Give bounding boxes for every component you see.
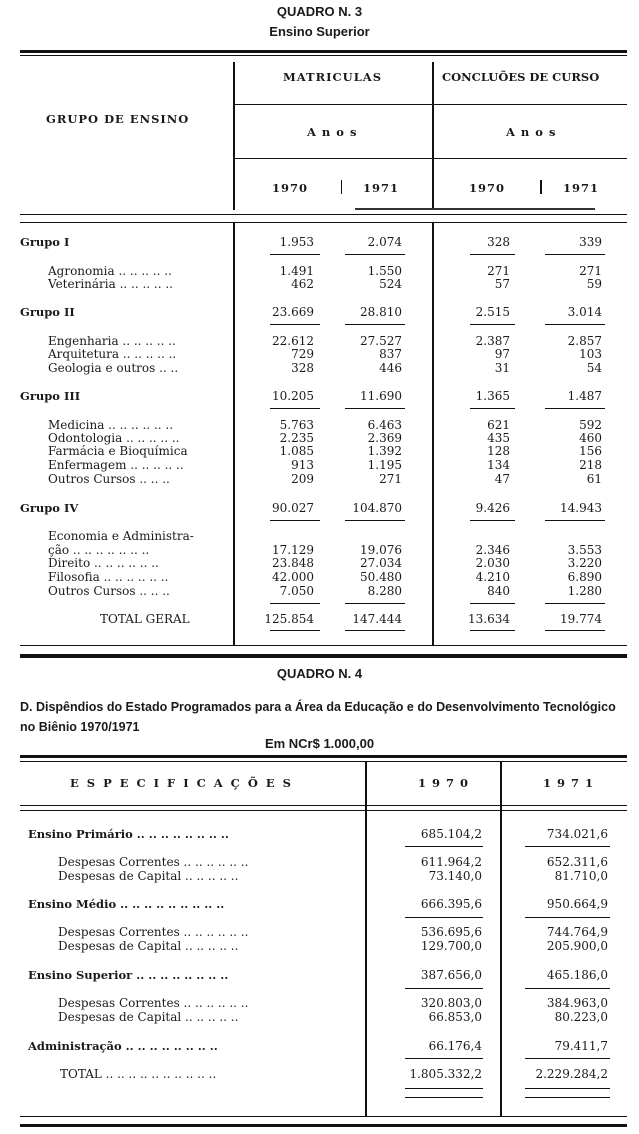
q4-subtotal-rule — [405, 846, 483, 847]
q3-cell-conclusoes-1970: 2.387 — [475, 334, 510, 348]
q4-row-label: Despesas Correntes .. .. .. .. .. .. — [58, 996, 249, 1010]
q3-subtotal-rule — [270, 254, 320, 255]
q3-cell-matriculas-1970: 729 — [291, 347, 314, 361]
q3-cell-matriculas-1971: 19.076 — [360, 543, 402, 557]
q3-year-separator-a — [341, 180, 342, 194]
q3-cell-matriculas-1970: 23.848 — [272, 556, 314, 570]
q3-cell-conclusoes-1970: 31 — [494, 361, 510, 375]
q4-subtotal-rule — [525, 1097, 610, 1098]
q3-cell-matriculas-1971: 2.369 — [367, 431, 402, 445]
q3-cell-matriculas-1971: 524 — [379, 277, 402, 291]
q4-header-spec: E S P E C I F I C A Ç Õ E S — [70, 776, 293, 790]
q4-cell-1971: 744.764,9 — [546, 925, 608, 939]
q3-subtotal-rule — [270, 408, 320, 409]
q4-subtotal-rule — [405, 988, 483, 989]
q3-header-rule-1 — [235, 104, 627, 105]
q3-header-bottom-rule — [20, 214, 627, 215]
q4-cell-1970: 387.656,0 — [420, 968, 482, 982]
q3-cell-conclusoes-1971: 1.487 — [567, 389, 602, 403]
q3-row-label: Farmácia e Bioquímica — [48, 444, 188, 458]
q3-cell-matriculas-1971: 11.690 — [360, 389, 402, 403]
q3-cell-conclusoes-1971: 6.890 — [567, 570, 602, 584]
q3-bottom-rule — [20, 645, 627, 646]
q4-cell-1970: 129.700,0 — [420, 939, 482, 953]
q3-cell-matriculas-1970: 7.050 — [279, 584, 314, 598]
q3-row-label: Outros Cursos .. .. .. — [48, 472, 170, 486]
q3-cell-matriculas-1971: 104.870 — [352, 501, 402, 515]
q3-row-label: Outros Cursos .. .. .. — [48, 584, 170, 598]
q3-subtotal-rule — [470, 408, 515, 409]
q3-row-label: Veterinária .. .. .. .. .. — [48, 277, 173, 291]
q3-subtotal-rule — [345, 324, 405, 325]
q3-cell-conclusoes-1970: 2.030 — [475, 556, 510, 570]
q3-cell-matriculas-1970: 913 — [291, 458, 314, 472]
q4-cell-1971: 465.186,0 — [546, 968, 608, 982]
q3-cell-matriculas-1971: 27.034 — [360, 556, 402, 570]
q4-top-rule-thin — [20, 761, 627, 762]
q3-cell-matriculas-1970: 1.085 — [279, 444, 314, 458]
q3-subtotal-rule — [270, 520, 320, 521]
q3-header-group: GRUPO DE ENSINO — [46, 112, 190, 126]
q4-subtotal-rule — [405, 1088, 483, 1089]
q3-cell-conclusoes-1971: 460 — [579, 431, 602, 445]
q3-cell-conclusoes-1970: 435 — [487, 431, 510, 445]
q3-cell-conclusoes-1971: 14.943 — [560, 501, 602, 515]
q3-header-1970-b: 1970 — [469, 181, 506, 195]
q3-cell-matriculas-1970: 22.612 — [272, 334, 314, 348]
q4-row-label: Despesas Correntes .. .. .. .. .. .. — [58, 925, 249, 939]
q3-cell-conclusoes-1971: 592 — [579, 418, 602, 432]
q3-cell-matriculas-1970: 90.027 — [272, 501, 314, 515]
q3-cell-conclusoes-1970: 57 — [494, 277, 510, 291]
q3-divider-group — [233, 62, 235, 210]
q4-cell-1970: 320.803,0 — [420, 996, 482, 1010]
q3-cell-matriculas-1970: 125.854 — [264, 612, 314, 626]
q3-cell-matriculas-1970: 2.235 — [279, 431, 314, 445]
q3-cell-matriculas-1971: 147.444 — [352, 612, 402, 626]
q3-cell-matriculas-1970: 1.491 — [279, 264, 314, 278]
q4-subtotal-rule — [405, 917, 483, 918]
q4-subtotal-rule — [525, 1058, 610, 1059]
q3-cell-matriculas-1971: 2.074 — [367, 235, 402, 249]
q3-subtotal-rule — [470, 630, 515, 631]
q3-cell-matriculas-1971: 1.392 — [367, 444, 402, 458]
q4-subtotal-rule — [525, 988, 610, 989]
q3-cell-conclusoes-1971: 3.014 — [567, 305, 602, 319]
q3-cell-conclusoes-1971: 19.774 — [560, 612, 602, 626]
q4-section-label: Ensino Médio .. .. .. .. .. .. .. .. .. — [28, 897, 225, 911]
q3-bottom-rule-thick — [20, 654, 627, 658]
q3-row-label: ção .. .. .. .. .. .. .. — [48, 543, 150, 557]
q3-subtotal-rule — [345, 408, 405, 409]
q3-top-rule-thin — [20, 55, 627, 56]
quadro4-description: D. Dispêndios do Estado Programados para a Área da Educação e do Desenvolvimento Tecnológico no Biênio 1970/1971 — [20, 700, 616, 734]
q4-header-1970: 1 9 7 0 — [418, 776, 470, 790]
q4-cell-1970: 1.805.332,2 — [409, 1067, 482, 1081]
q3-subtotal-rule — [345, 520, 405, 521]
q4-row-label: Despesas Correntes .. .. .. .. .. .. — [58, 855, 249, 869]
q3-row-label: TOTAL GERAL — [100, 612, 190, 626]
q3-cell-matriculas-1971: 1.550 — [367, 264, 402, 278]
q4-divider-1970 — [500, 762, 502, 1117]
q3-group-label: Grupo I — [20, 235, 70, 249]
q3-group-label: Grupo II — [20, 305, 75, 319]
q3-scan-noise — [355, 208, 595, 210]
q3-cell-conclusoes-1970: 2.515 — [475, 305, 510, 319]
q4-cell-1971: 79.411,7 — [554, 1039, 608, 1053]
q4-cell-1971: 734.021,6 — [546, 827, 608, 841]
q4-row-label: Despesas de Capital .. .. .. .. .. — [58, 939, 239, 953]
q3-row-label: Agronomia .. .. .. .. .. — [48, 264, 172, 278]
q3-divider-group-body — [233, 222, 235, 646]
q3-cell-conclusoes-1971: 156 — [579, 444, 602, 458]
q4-cell-1971: 2.229.284,2 — [535, 1067, 608, 1081]
q3-subtotal-rule — [345, 630, 405, 631]
q4-cell-1971: 81.710,0 — [554, 869, 608, 883]
q3-cell-matriculas-1970: 1.953 — [279, 235, 314, 249]
q4-bottom-rule — [20, 1116, 627, 1117]
q3-cell-matriculas-1971: 446 — [379, 361, 402, 375]
q4-cell-1970: 611.964,2 — [420, 855, 482, 869]
q3-subtotal-rule — [545, 254, 605, 255]
q3-cell-matriculas-1970: 328 — [291, 361, 314, 375]
q4-subtotal-rule — [525, 1088, 610, 1089]
q4-row-label: Despesas de Capital .. .. .. .. .. — [58, 869, 239, 883]
q4-header-1971: 1 9 7 1 — [543, 776, 595, 790]
q3-cell-conclusoes-1971: 218 — [579, 458, 602, 472]
q3-cell-conclusoes-1970: 9.426 — [475, 501, 510, 515]
q3-row-label: Enfermagem .. .. .. .. .. — [48, 458, 184, 472]
q3-cell-matriculas-1971: 27.527 — [360, 334, 402, 348]
q3-header-1970-a: 1970 — [272, 181, 309, 195]
quadro4-unit: Em NCr$ 1.000,00 — [264, 736, 375, 751]
q4-section-label: Ensino Superior .. .. .. .. .. .. .. .. — [28, 968, 229, 982]
q4-divider-spec — [365, 762, 367, 1117]
q3-subtotal-rule — [545, 630, 605, 631]
q3-cell-conclusoes-1970: 13.634 — [468, 612, 510, 626]
q4-row-label: TOTAL .. .. .. .. .. .. .. .. .. .. — [60, 1067, 217, 1081]
q3-subtotal-rule — [270, 603, 320, 604]
q3-subtotal-rule — [470, 254, 515, 255]
q3-group-label: Grupo IV — [20, 501, 79, 515]
q4-cell-1970: 66.853,0 — [428, 1010, 482, 1024]
q3-cell-matriculas-1970: 23.669 — [272, 305, 314, 319]
q3-cell-conclusoes-1971: 339 — [579, 235, 602, 249]
q3-cell-matriculas-1970: 5.763 — [279, 418, 314, 432]
q3-subtotal-rule — [545, 324, 605, 325]
q4-subtotal-rule — [405, 1058, 483, 1059]
q3-cell-conclusoes-1970: 328 — [487, 235, 510, 249]
q3-cell-conclusoes-1970: 840 — [487, 584, 510, 598]
q4-cell-1971: 205.900,0 — [546, 939, 608, 953]
q3-row-label: Odontologia .. .. .. .. .. — [48, 431, 180, 445]
q4-subtotal-rule — [405, 1097, 483, 1098]
q3-header-1971-a: 1971 — [363, 181, 400, 195]
q4-header-bottom-rule — [20, 805, 627, 806]
q3-subtotal-rule — [345, 603, 405, 604]
q3-cell-conclusoes-1971: 54 — [586, 361, 602, 375]
q4-cell-1971: 950.664,9 — [546, 897, 608, 911]
q3-row-label: Filosofia .. .. .. .. .. .. — [48, 570, 169, 584]
q3-year-separator-b — [540, 180, 542, 194]
q3-cell-conclusoes-1970: 134 — [487, 458, 510, 472]
q3-subtotal-rule — [545, 603, 605, 604]
q3-cell-matriculas-1970: 42.000 — [272, 570, 314, 584]
q3-cell-matriculas-1971: 271 — [379, 472, 402, 486]
q3-cell-conclusoes-1970: 621 — [487, 418, 510, 432]
q3-divider-matriculas — [432, 62, 434, 210]
q3-row-label: Arquitetura .. .. .. .. .. — [48, 347, 177, 361]
q4-cell-1971: 80.223,0 — [554, 1010, 608, 1024]
quadro3-title: QUADRO N. 3 — [276, 4, 363, 19]
q4-body-top-rule — [20, 810, 627, 811]
q3-cell-conclusoes-1971: 271 — [579, 264, 602, 278]
q4-subtotal-rule — [525, 917, 610, 918]
q4-section-label: Administração .. .. .. .. .. .. .. .. — [28, 1039, 218, 1053]
q4-section-label: Ensino Primário .. .. .. .. .. .. .. .. — [28, 827, 229, 841]
q3-cell-conclusoes-1970: 47 — [494, 472, 510, 486]
q3-cell-conclusoes-1971: 61 — [586, 472, 602, 486]
q3-subtotal-rule — [470, 520, 515, 521]
q4-cell-1970: 685.104,2 — [420, 827, 482, 841]
q3-subtotal-rule — [470, 603, 515, 604]
q3-row-label: Geologia e outros .. .. — [48, 361, 179, 375]
q3-cell-matriculas-1971: 50.480 — [360, 570, 402, 584]
q3-cell-conclusoes-1971: 2.857 — [567, 334, 602, 348]
q3-cell-conclusoes-1970: 2.346 — [475, 543, 510, 557]
q3-row-label: Direito .. .. .. .. .. .. — [48, 556, 159, 570]
q3-cell-conclusoes-1970: 4.210 — [475, 570, 510, 584]
q3-cell-conclusoes-1970: 1.365 — [475, 389, 510, 403]
q3-cell-matriculas-1970: 17.129 — [272, 543, 314, 557]
q3-cell-conclusoes-1971: 3.553 — [567, 543, 602, 557]
q4-cell-1970: 66.176,4 — [428, 1039, 482, 1053]
quadro3-subtitle: Ensino Superior — [269, 24, 370, 39]
q3-divider-matriculas-body — [432, 222, 434, 646]
q4-top-rule — [20, 755, 627, 758]
q4-cell-1970: 666.395,6 — [420, 897, 482, 911]
q3-cell-conclusoes-1971: 103 — [579, 347, 602, 361]
q3-header-matriculas: MATRICULAS — [283, 70, 383, 84]
q3-cell-matriculas-1971: 837 — [379, 347, 402, 361]
q3-subtotal-rule — [545, 408, 605, 409]
q3-header-1971-b: 1971 — [563, 181, 600, 195]
q4-cell-1971: 652.311,6 — [546, 855, 608, 869]
q3-cell-matriculas-1971: 1.195 — [367, 458, 402, 472]
q3-header-anos-1: A n o s — [307, 125, 358, 139]
q3-header-rule-2 — [235, 158, 627, 159]
q3-subtotal-rule — [270, 630, 320, 631]
q3-cell-matriculas-1970: 10.205 — [272, 389, 314, 403]
q3-cell-conclusoes-1971: 59 — [586, 277, 602, 291]
q3-top-rule — [20, 50, 627, 53]
q3-header-conclusoes: CONCLUÕES DE CURSO — [442, 70, 600, 84]
q4-cell-1970: 73.140,0 — [428, 869, 482, 883]
q3-cell-conclusoes-1970: 271 — [487, 264, 510, 278]
q3-cell-matriculas-1970: 209 — [291, 472, 314, 486]
q3-group-label: Grupo III — [20, 389, 81, 403]
q4-subtotal-rule — [525, 846, 610, 847]
q3-cell-matriculas-1971: 28.810 — [360, 305, 402, 319]
q3-header-anos-2: A n o s — [506, 125, 557, 139]
q3-subtotal-rule — [470, 324, 515, 325]
q3-cell-conclusoes-1970: 128 — [487, 444, 510, 458]
q3-subtotal-rule — [345, 254, 405, 255]
quadro4-title: QUADRO N. 4 — [276, 666, 363, 681]
q4-cell-1971: 384.963,0 — [546, 996, 608, 1010]
q4-row-label: Despesas de Capital .. .. .. .. .. — [58, 1010, 239, 1024]
q3-row-label: Economia e Administra- — [48, 529, 194, 543]
q3-cell-matriculas-1971: 6.463 — [367, 418, 402, 432]
q4-cell-1970: 536.695,6 — [420, 925, 482, 939]
q3-subtotal-rule — [270, 324, 320, 325]
q3-cell-matriculas-1971: 8.280 — [367, 584, 402, 598]
q3-subtotal-rule — [545, 520, 605, 521]
q3-cell-conclusoes-1971: 1.280 — [567, 584, 602, 598]
q3-body-top-rule — [20, 222, 627, 223]
q3-cell-conclusoes-1971: 3.220 — [567, 556, 602, 570]
q3-cell-conclusoes-1970: 97 — [494, 347, 510, 361]
q4-bottom-rule-thick — [20, 1124, 627, 1127]
q3-cell-matriculas-1970: 462 — [291, 277, 314, 291]
q3-row-label: Medicina .. .. .. .. .. .. — [48, 418, 174, 432]
q3-row-label: Engenharia .. .. .. .. .. — [48, 334, 176, 348]
